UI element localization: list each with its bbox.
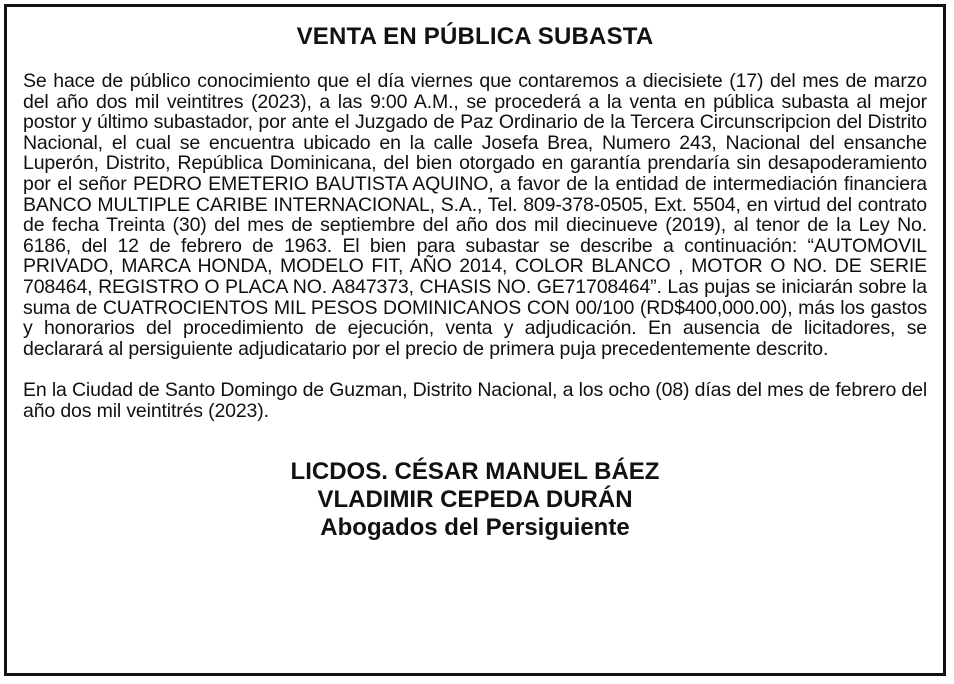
notice-date-paragraph: En la Ciudad de Santo Domingo de Guzman, Distrito Nacional, a los ocho (08) días del mes de febrero del año dos mil veintitrés (2023). [23, 379, 927, 422]
signature-line-lawyer-2: VLADIMIR CEPEDA DURÁN [317, 485, 633, 513]
signature-line-role: Abogados del Persiguiente [320, 513, 630, 541]
notice-body-paragraph: Se hace de público conocimiento que el día viernes que contaremos a diecisiete (17) del mes de marzo del año dos mil veintitres (2023), a las 9:00 A.M., se procederá a la venta en pública subasta al mejor postor y último subastador, por ante el Juzgado de Paz Ordinario de la Tercera Circunscripcion del Distrito Nacional, el cual se encuentra ubicado en la calle Josefa Brea, Numero 243, Nacional del ensanche Luperón, Distrito, República Dominicana, del bien otorgado en garantía prendaría sin desapoderamiento por el señor PEDRO EMETERIO BAUTISTA AQUINO, a favor de la entidad de intermediación financiera BANCO MULTIPLE CARIBE INTERNACIONAL, S.A., Tel. 809-378-0505, Ext. 5504, en virtud del contrato de fecha Treinta (30) del mes de septiembre del año dos mil diecinueve (2019), al tenor de la Ley No. 6186, del 12 de febrero de 1963. El bien para subastar se describe a continuación: “AUTOMOVIL PRIVADO, MARCA HONDA, MODELO FIT, AÑO 2014, COLOR BLANCO , MOTOR O NO. DE SERIE 708464, REGISTRO O PLACA NO. A847373, CHASIS NO. GE71708464”. Las pujas se iniciarán sobre la suma de CUATROCIENTOS MIL PESOS DOMINICANOS CON 00/100 (RD$400,000.00), más los gastos y honorarios del procedimiento de ejecución, venta y adjudicación. En ausencia de licitadores, se declarará al persiguiente adjudicatario por el precio de primera puja precedentemente descrito. [23, 70, 927, 360]
signature-block [23, 458, 927, 542]
notice-title: VENTA EN PÚBLICA SUBASTA [296, 23, 654, 50]
legal-notice [4, 4, 946, 676]
signature-line-lawyer-1: LICDOS. CÉSAR MANUEL BÁEZ [290, 457, 660, 485]
